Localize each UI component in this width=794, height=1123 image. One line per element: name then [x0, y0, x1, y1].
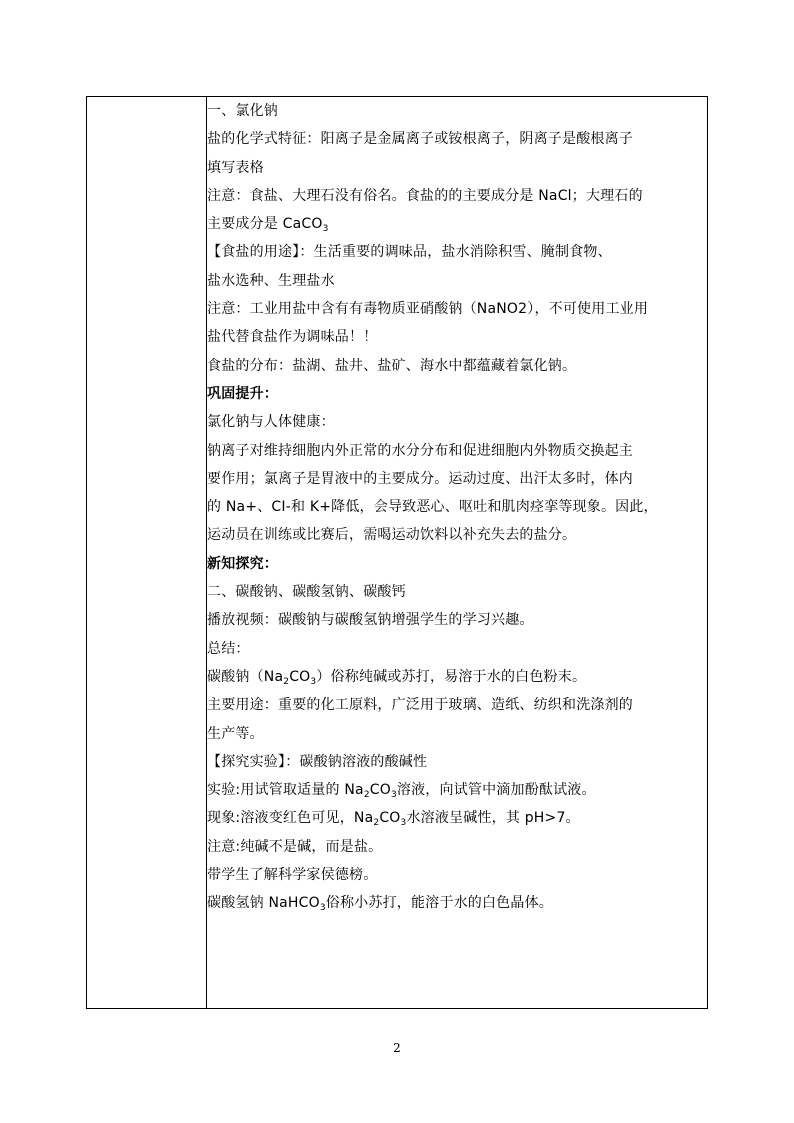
text-line: 食盐的分布：盐湖、盐井、盐矿、海水中都蕴藏着氯化钠。	[207, 357, 577, 374]
text-line: 注意:纯碱不是碱，而是盐。	[207, 838, 383, 855]
text-line: 运动员在训练或比赛后，需喝运动饮料以补充失去的盐分。	[207, 527, 577, 544]
text-line: 碳酸氢钠 NaHCO$_3$俗称小苏打，能溶于水的白色晶体。	[207, 895, 553, 914]
text-line: 现象:溶液变红色可见，$Na_2CO_3$水溶液呈碱性，其 pH>7。	[207, 810, 580, 829]
text-line: 填写表格	[207, 159, 264, 176]
section-heading-sodium-chloride: 一、氯化钠	[207, 103, 278, 119]
text-line: 【探究实验】：碳酸钠溶液的酸碱性	[207, 753, 428, 770]
page-number: 2	[393, 1041, 401, 1055]
text-line: 注意：工业用盐中含有有毒物质亚硝酸钠（NaNO2），不可使用工业用	[207, 301, 649, 318]
left-column-cell	[87, 97, 207, 1009]
text-line: 总结：	[207, 640, 250, 657]
text-line: 【食盐的用途】：生活重要的调味品，盐水消除积雪、腌制食物、	[207, 244, 612, 261]
text-line: 注意：食盐、大理石没有俗名。食盐的的主要成分是 NaCl；大理石的	[207, 187, 643, 204]
text-line: 播放视频：碳酸钠与碳酸氢钠增强学生的学习兴趣。	[207, 612, 534, 629]
text-line: 氯化钠与人体健康：	[207, 414, 335, 431]
table-row	[87, 97, 708, 1009]
text-line: 碳酸钠$(Na_2CO_3)$俗称纯碱或苏打，易溶于水的白色粉末。	[207, 668, 587, 687]
text-line: 生产等。	[207, 725, 264, 742]
text-line: 要作用；氯离子是胃液中的主要成分。运动过度、出汗太多时，体内	[207, 470, 633, 487]
lesson-table	[86, 96, 708, 1009]
text-line: 实验:用试管取适量的 $Na_2CO_3$溶液，向试管中滴加酚酞试液。	[207, 782, 596, 801]
heading-consolidation: 巩固提升：	[207, 385, 278, 402]
text-line: 盐代替食盐作为调味品！！	[207, 329, 378, 346]
text-line: 的 Na+、CI-和 K+降低，会导致恶心、呕吐和肌肉痉挛等现象。因此，	[207, 499, 658, 516]
text-line: 主要成分是 CaCO$_3$	[207, 216, 329, 235]
text-line: 主要用途：重要的化工原料，广泛用于玻璃、造纸、纺织和洗涤剂的	[207, 697, 633, 714]
section-heading-carbonates: 二、碳酸钠、碳酸氢钠、碳酸钙	[207, 584, 406, 601]
text-line: 盐的化学式特征：阳离子是金属离子或铵根离子，阴离子是酸根离子	[207, 131, 633, 148]
heading-new-knowledge: 新知探究：	[207, 555, 278, 572]
text-line: 带学生了解科学家侯德榜。	[207, 867, 378, 884]
text-line: 盐水选种、生理盐水	[207, 272, 335, 289]
text-line: 钠离子对维持细胞内外正常的水分分布和促进细胞内外物质交换起主	[207, 442, 633, 459]
content-cell	[207, 97, 708, 1009]
